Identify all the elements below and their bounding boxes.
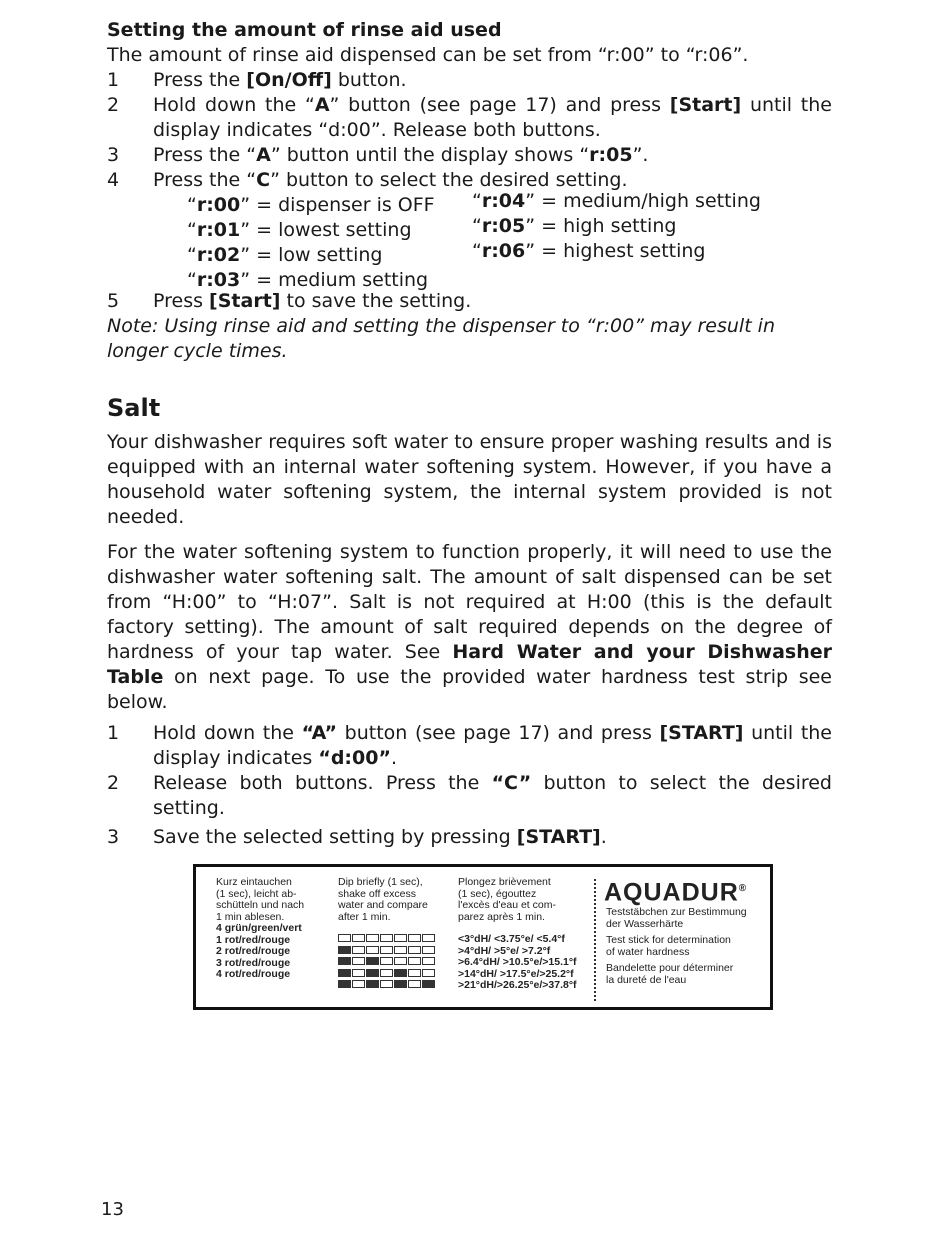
setting-item: “r:03” = medium setting bbox=[187, 269, 429, 291]
color-pad bbox=[338, 957, 351, 965]
hardness-value: <3°dH/ <3.75°e/ <5.4°f bbox=[458, 933, 565, 945]
rinse-note: Note: Using rinse aid and setting the dispenser to “r:00” may result in longer cycle times. bbox=[107, 315, 776, 362]
strip-description: Teststäbchen zur Bestimmung der Wasserhärte Test stick for determination of water hardness Bandelette pour déterminer la dureté de l'eau bbox=[606, 906, 747, 986]
settings-right bbox=[472, 189, 761, 264]
level-label: 2 rot/red/rouge bbox=[216, 945, 291, 957]
rinse-steps bbox=[107, 68, 832, 193]
setting-item: “r:02” = low setting bbox=[187, 244, 383, 266]
color-pad bbox=[422, 980, 435, 988]
color-pad-row bbox=[338, 969, 436, 979]
color-pad bbox=[394, 957, 407, 965]
level-label: 4 rot/red/rouge bbox=[216, 968, 291, 980]
setting-item: “r:05” = high setting bbox=[472, 215, 677, 237]
page-content bbox=[107, 18, 832, 850]
salt-step-2: 2 Release both buttons. Press the “C” button to select the desired setting. bbox=[107, 772, 832, 819]
color-pad bbox=[352, 969, 365, 977]
color-pad bbox=[394, 980, 407, 988]
setting-item: “r:00” = dispenser is OFF bbox=[187, 194, 435, 216]
color-pad bbox=[380, 957, 393, 965]
salt-para-1: Your dishwasher requires soft water to ensure proper washing results and is equipped with an internal water softening system. However, if you have a household water softening system, the internal system provided is not needed. bbox=[107, 431, 832, 528]
salt-heading: Salt bbox=[107, 394, 161, 422]
color-pad bbox=[394, 946, 407, 954]
salt-steps bbox=[107, 721, 832, 850]
hardness-value: >21°dH/>26.25°e/>37.8°f bbox=[458, 979, 577, 991]
rinse-step-1: 1 Press the [On/Off] button. bbox=[107, 69, 407, 91]
color-pad bbox=[366, 969, 379, 977]
color-pad bbox=[352, 946, 365, 954]
color-pad-row bbox=[338, 934, 436, 944]
rinse-step-3: 3 Press the “A” button until the display shows “r:05”. bbox=[107, 144, 649, 166]
color-pad bbox=[408, 934, 421, 942]
color-pad bbox=[380, 969, 393, 977]
level-label: 4 grün/green/vert bbox=[216, 922, 302, 934]
color-pad bbox=[366, 946, 379, 954]
color-pad bbox=[338, 969, 351, 977]
color-pad bbox=[380, 934, 393, 942]
color-pad bbox=[352, 957, 365, 965]
rinse-step-2: 2 Hold down the “A” button (see page 17) and press [Start] until the display indicates “d:00”. Release both buttons. bbox=[107, 94, 832, 141]
test-strip-image bbox=[193, 864, 773, 1010]
color-pad bbox=[366, 980, 379, 988]
salt-step-1: 1 Hold down the “A” button (see page 17) and press [START] until the display indicates “d:00”. bbox=[107, 722, 832, 769]
rinse-step-4: 4 Press the “C” button to select the desired setting. bbox=[107, 169, 628, 191]
hardness-value: >4°dH/ >5°e/ >7.2°f bbox=[458, 944, 551, 957]
color-pad bbox=[408, 980, 421, 988]
hardness-value: >14°dH/ >17.5°e/>25.2°f bbox=[458, 967, 574, 980]
settings-left bbox=[187, 193, 435, 293]
page-number: 13 bbox=[101, 1199, 124, 1220]
salt-step-3: 3 Save the selected setting by pressing [START]. bbox=[107, 826, 607, 848]
color-pad bbox=[338, 946, 351, 954]
hardness-value: >6.4°dH/ >10.5°e/>15.1°f bbox=[458, 956, 577, 968]
color-pad bbox=[366, 934, 379, 942]
color-pad bbox=[394, 969, 407, 977]
color-pad-row bbox=[338, 957, 436, 967]
color-pad bbox=[338, 934, 351, 942]
color-pad bbox=[422, 946, 435, 954]
color-pad bbox=[408, 946, 421, 954]
color-pad bbox=[422, 969, 435, 977]
color-pad bbox=[408, 957, 421, 965]
color-pad-row bbox=[338, 946, 436, 956]
aquadur-logo: AQUADUR® bbox=[604, 878, 748, 907]
color-pad bbox=[352, 980, 365, 988]
color-pad bbox=[380, 946, 393, 954]
color-pad bbox=[394, 934, 407, 942]
strip-divider bbox=[594, 879, 598, 1001]
strip-color-pads bbox=[338, 934, 436, 992]
color-pad bbox=[422, 934, 435, 942]
setting-item: “r:04” = medium/high setting bbox=[472, 190, 761, 212]
strip-english-text: Dip briefly (1 sec), shake off excess water and compare after 1 min. bbox=[338, 876, 428, 923]
level-label: 1 rot/red/rouge bbox=[216, 933, 291, 946]
color-pad bbox=[366, 957, 379, 965]
rinse-step-5: 5 Press [Start] to save the setting. bbox=[107, 290, 472, 312]
rinse-intro: The amount of rinse aid dispensed can be set from “r:00” to “r:06”. bbox=[107, 44, 749, 66]
strip-hardness-values bbox=[458, 934, 577, 992]
setting-item: “r:06” = highest setting bbox=[472, 240, 706, 262]
strip-german-text: Kurz eintauchen (1 sec), leicht ab- schütteln und nach 1 min ablesen. 4 grün/green/vert 1 rot/red/rouge 2 rot/red/rouge 3 rot/red/rouge 4 rot/red/rouge bbox=[216, 877, 336, 981]
strip-french-text: Plongez brièvement (1 sec), égouttez l'excès d'eau et com- parez après 1 min. bbox=[458, 876, 556, 923]
setting-item: “r:01” = lowest setting bbox=[187, 219, 412, 241]
color-pad bbox=[338, 980, 351, 988]
color-pad bbox=[408, 969, 421, 977]
color-pad-row bbox=[338, 980, 436, 990]
salt-para-2: For the water softening system to function properly, it will need to use the dishwasher water softening salt. The amount of salt dispensed can be set from “H:00” to “H:07”. Salt is not required at H:00 (this is the default factory setting). The amount of salt required depends on the degree of hardness of your tap water. See Hard Water and your Dishwasher Table on next page. To use the provided water hardness test strip see below. bbox=[107, 541, 832, 713]
color-pad bbox=[380, 980, 393, 988]
color-pad bbox=[422, 957, 435, 965]
level-label: 3 rot/red/rouge bbox=[216, 956, 291, 969]
rinse-settings bbox=[187, 190, 832, 291]
color-pad bbox=[352, 934, 365, 942]
rinse-heading: Setting the amount of rinse aid used bbox=[107, 19, 502, 41]
